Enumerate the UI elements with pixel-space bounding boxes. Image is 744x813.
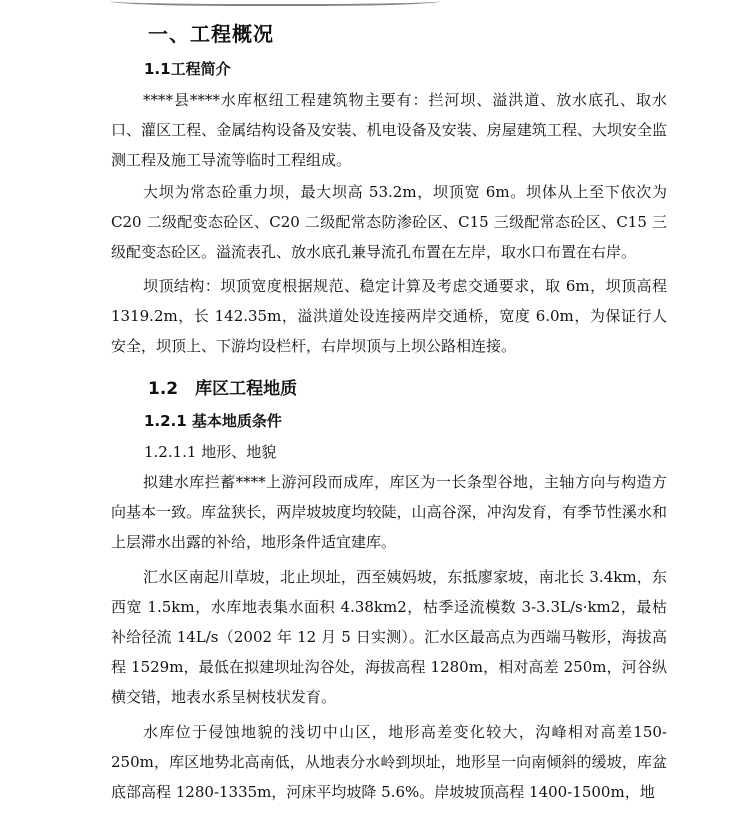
paragraph-crest: 坝顶结构：坝顶宽度根据规范、稳定计算及考虑交通要求，取 6m，坝顶高程 1319.2m，长 142.35m，溢洪道处设连接两岸交通桥，宽度 6.0m，为保证行人安全，坝顶上、下游均设栏杆，右岸坝顶与上坝公路相连接。 bbox=[111, 277, 667, 355]
paragraph-intro: ****县****水库枢纽工程建筑物主要有：拦河坝、溢洪道、放水底孔、取水口、灌区工程、金属结构设备及安装、机电设备及安装、房屋建筑工程、大坝安全监测工程及施工导流等临时工程组成。 bbox=[111, 91, 667, 169]
paragraph-landform: 水库位于侵蚀地貌的浅切中山区，地形高差变化较大，沟峰相对高差150-250m，库区地势北高南低，从地表分水岭到坝址，地形呈一向南倾斜的缓坡，库盆底部高程 1280-1335m，河床平均坡降 5.6%。岸坡坡顶高程 1400-1500m，地 bbox=[111, 723, 667, 801]
paragraph-terrain: 拟建水库拦蓄****上游河段而成库，库区为一长条型谷地，主轴方向与构造方向基本一致。库盆狭长，两岸坡坡度均较陡，山高谷深，冲沟发育，有季节性溪水和上层滞水出露的补给，地形条件适宜建库。 bbox=[111, 473, 667, 551]
subsection-1-2-1-1-title: 1.2.1.1 地形、地貌 bbox=[144, 443, 277, 461]
subsection-1-2-1-title: 1.2.1 基本地质条件 bbox=[144, 412, 282, 430]
paragraph-catchment: 汇水区南起川草坡，北止坝址，西至姨妈坡，东抵廖家坡，南北长 3.4km，东西宽 1.5km，水库地表集水面积 4.38km2，枯季迳流模数 3-3.3L/s·km2，最枯补给径流 14L/s（2002 年 12 月 5 日实测）。汇水区最高点为西端马鞍形，海拔高程 1529m，最低在拟建坝址沟谷处，海拔高程 1280m，相对高差 250m，河谷纵横交错，地表水系呈树枝状发育。 bbox=[111, 568, 667, 706]
subsection-1-1-title: 1.1工程简介 bbox=[144, 60, 231, 78]
cropped-previous-line bbox=[110, 0, 440, 6]
subsection-1-2-title: 1.2 库区工程地质 bbox=[148, 379, 298, 399]
paragraph-dam: 大坝为常态砼重力坝，最大坝高 53.2m，坝顶宽 6m。坝体从上至下依次为C20 二级配变态砼区、C20 二级配常态防渗砼区、C15 三级配常态砼区、C15 三级配变态砼区。溢流表孔、放水底孔兼导流孔布置在左岸，取水口布置在右岸。 bbox=[111, 183, 667, 261]
section-title: 一、工程概况 bbox=[148, 22, 274, 46]
